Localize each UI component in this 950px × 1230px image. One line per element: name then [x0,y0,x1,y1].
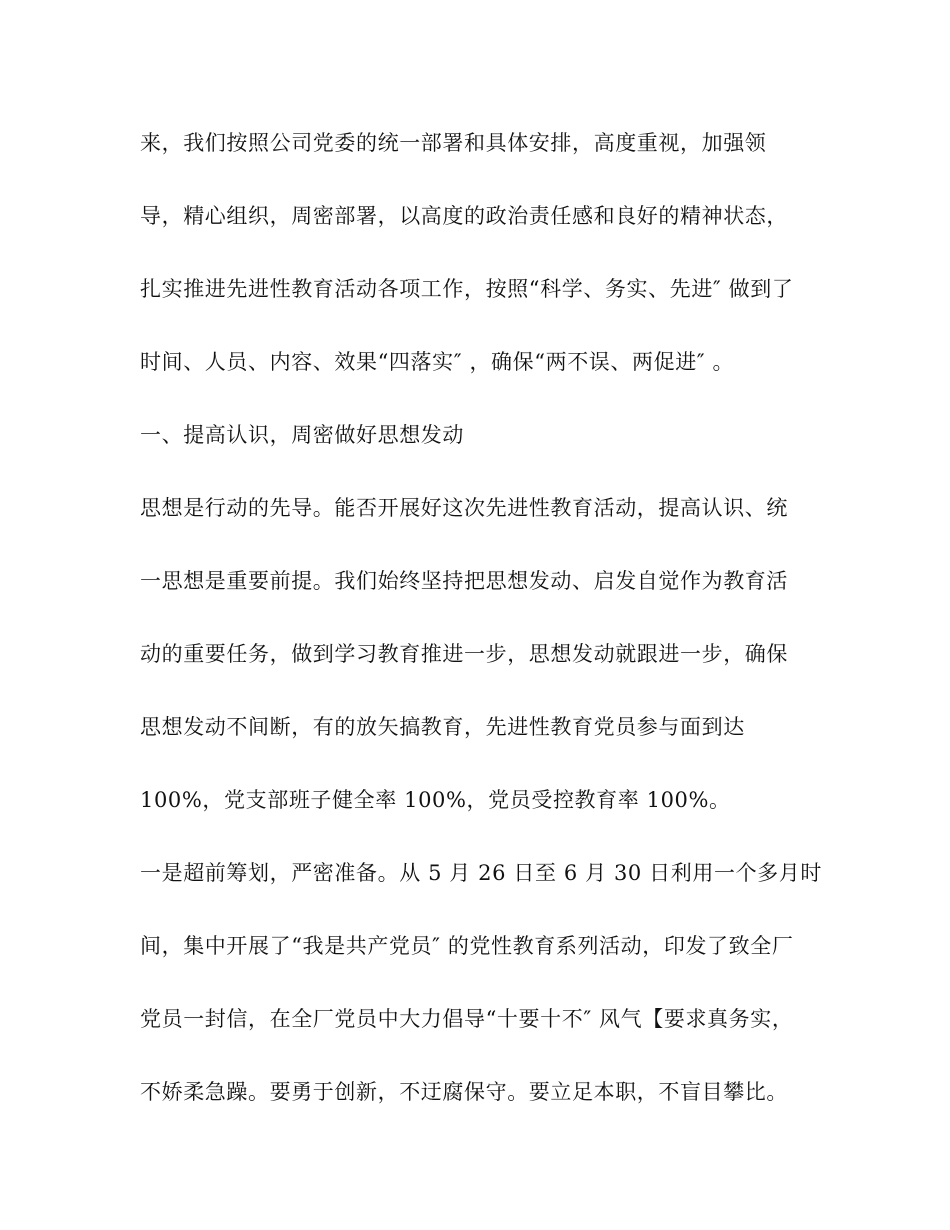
paragraph-line: 一思想是重要前提。我们始终坚持把思想发动、启发自觉作为教育活 [140,569,788,593]
paragraph-line: 一是超前筹划，严密准备。从 5 月 26 日至 6 月 30 日利用一个多月时 [140,861,822,885]
section-heading: 一、提高认识，周密做好思想发动 [140,423,464,447]
paragraph-line: 党员一封信，在全厂党员中大力倡导“十要十不″ 风气【要求真务实， [140,1007,794,1031]
paragraph-line: 扎实推进先进性教育活动各项工作，按照“科学、务实、先进″ 做到了 [140,277,794,301]
paragraph-line: 来，我们按照公司党委的统一部署和具体安排，高度重视，加强领 [140,131,767,155]
paragraph-line: 时间、人员、内容、效果“四落实″ ，确保“两不误、两促进″ 。 [140,350,735,374]
paragraph-line: 不娇柔急躁。要勇于创新，不迂腐保守。要立足本职，不盲目攀比。 [140,1080,788,1104]
paragraph-line: 思想发动不间断，有的放矢搞教育，先进性教育党员参与面到达 [140,715,745,739]
paragraph-line: 思想是行动的先导。能否开展好这次先进性教育活动，提高认识、统 [140,496,788,520]
paragraph-line: 100%，党支部班子健全率 100%，党员受控教育率 100%。 [140,788,731,812]
paragraph-line: 动的重要任务，做到学习教育推进一步，思想发动就跟进一步，确保 [140,642,788,666]
paragraph-line: 导，精心组织，周密部署，以高度的政治责任感和良好的精神状态， [140,204,788,228]
paragraph-line: 间，集中开展了“我是共产党员″ 的党性教育系列活动，印发了致全厂 [140,934,794,958]
